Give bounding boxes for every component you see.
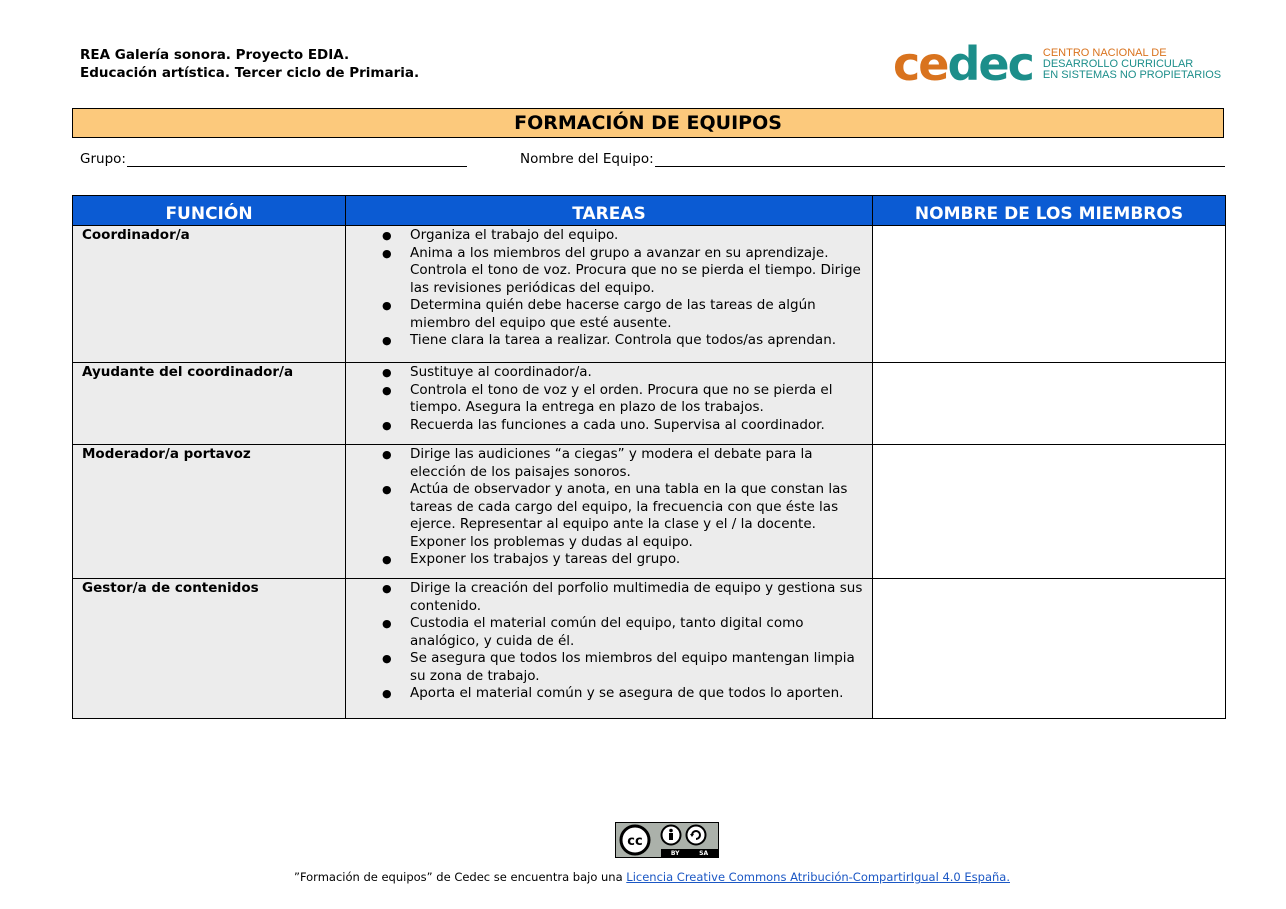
logo-text-line-2: DESARROLLO CURRICULAR: [1042, 57, 1194, 70]
header-line-1: REA Galería sonora. Proyecto EDIA.: [80, 47, 350, 63]
task-item: ● Dirige las audiciones “a ciegas” y modera el debate para la elección de los paisajes sonoros.: [346, 446, 864, 481]
role-cell: Coordinador/a: [73, 226, 346, 363]
team-name-field[interactable]: [520, 150, 1225, 167]
roles-table: [72, 195, 1226, 719]
role-cell: Moderador/a portavoz: [73, 445, 346, 579]
form-fields: [80, 150, 1228, 168]
members-cell[interactable]: [873, 226, 1226, 363]
logo-word-part2: dec: [947, 37, 1033, 91]
cc-by-label: BY: [670, 849, 680, 857]
column-header-members: NOMBRE DE LOS MIEMBROS: [873, 196, 1226, 226]
cedec-logo-word: [893, 37, 1033, 91]
task-item: ● Controla el tono de voz y el orden. Procura que no se pierda el tiempo. Asegura la entrega en plazo de los trabajos.: [346, 382, 864, 417]
tasks-cell: [346, 226, 873, 363]
task-item: ● Determina quién debe hacerse cargo de las tareas de algún miembro del equipo que esté ausente.: [346, 297, 864, 332]
group-input-line[interactable]: [127, 150, 467, 167]
role-cell: Ayudante del coordinador/a: [73, 363, 346, 445]
logo-text-line-3: EN SISTEMAS NO PROPIETARIOS: [1042, 68, 1222, 81]
cedec-logo-text: [1043, 48, 1221, 81]
group-field[interactable]: [80, 150, 467, 167]
table-row: [73, 226, 1226, 363]
members-cell[interactable]: [873, 445, 1226, 579]
tasks-cell: [346, 445, 873, 579]
task-item: ● Anima a los miembros del grupo a avanzar en su aprendizaje. Controla el tono de voz. Procura que no se pierda el tiempo. Dirige las revisiones periódicas del equipo.: [346, 245, 864, 298]
task-item: ● Se asegura que todos los miembros del equipo mantengan limpia su zona de trabajo.: [346, 650, 864, 685]
license-text: ”Formación de equipos” de Cedec se encuentra bajo una: [293, 870, 623, 884]
task-item: ● Recuerda las funciones a cada uno. Supervisa al coordinador.: [346, 417, 864, 435]
cc-by-sa-badge[interactable]: [615, 822, 719, 858]
tasks-cell: [346, 363, 873, 445]
license-link[interactable]: Licencia Creative Commons Atribución-CompartirIgual 4.0 España.: [626, 870, 1010, 884]
header-line-2: Educación artística. Tercer ciclo de Primaria.: [80, 65, 420, 81]
svg-text:cc: cc: [627, 834, 643, 849]
task-item: ● Actúa de observador y anota, en una tabla en la que constan las tareas de cada cargo del equipo, la frecuencia con que éste las ejerce. Representar al equipo ante la clase y el / la docente. Exponer los problemas y dudas al equipo.: [346, 481, 864, 551]
task-item: ● Exponer los trabajos y tareas del grupo.: [346, 551, 864, 569]
table-header-row: [73, 196, 1226, 226]
team-name-input-line[interactable]: [655, 150, 1225, 167]
task-item: ● Custodia el material común del equipo, tanto digital como analógico, y cuida de él.: [346, 615, 864, 650]
table-row: [73, 363, 1226, 445]
cc-badge-band: [661, 849, 718, 857]
page-title: FORMACIÓN DE EQUIPOS: [72, 108, 1224, 138]
task-item: ● Dirige la creación del porfolio multimedia de equipo y gestiona sus contenido.: [346, 580, 864, 615]
logo-word-part1: ce: [893, 37, 948, 91]
column-header-tasks: TAREAS: [346, 196, 873, 226]
task-list: [346, 227, 872, 350]
cc-sa-label: SA: [699, 849, 709, 857]
task-list: [346, 446, 872, 569]
members-cell[interactable]: [873, 579, 1226, 719]
team-name-label: Nombre del Equipo:: [520, 151, 654, 167]
role-cell: Gestor/a de contenidos: [73, 579, 346, 719]
task-list: [346, 580, 872, 703]
task-item: ● Tiene clara la tarea a realizar. Controla que todos/as aprendan.: [346, 332, 864, 350]
table-row: [73, 445, 1226, 579]
cedec-logo: [893, 37, 1222, 91]
logo-text-line-1: CENTRO NACIONAL DE: [1042, 46, 1167, 59]
members-cell[interactable]: [873, 363, 1226, 445]
license-footer: [0, 870, 1286, 884]
task-item: ● Sustituye al coordinador/a.: [346, 364, 864, 382]
task-item: ● Organiza el trabajo del equipo.: [346, 227, 864, 245]
tasks-cell: [346, 579, 873, 719]
table-row: [73, 579, 1226, 719]
column-header-function: FUNCIÓN: [73, 196, 346, 226]
task-list: [346, 364, 872, 434]
group-label: Grupo:: [80, 151, 126, 167]
task-item: ● Aporta el material común y se asegura de que todos lo aporten.: [346, 685, 864, 703]
document-header: [80, 46, 419, 82]
